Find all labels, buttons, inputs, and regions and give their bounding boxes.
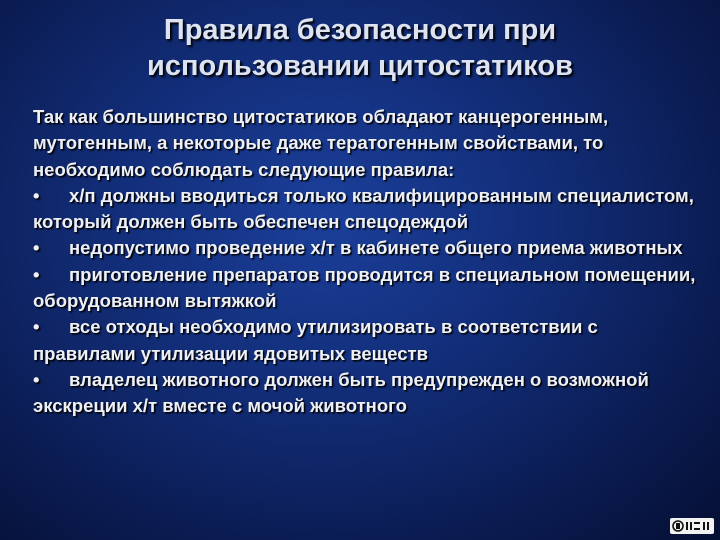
list-item	[33, 367, 703, 420]
presentation-logo-icon	[670, 518, 714, 534]
bullet-icon: •	[33, 263, 40, 285]
bullet-icon: •	[33, 237, 40, 259]
list-item	[33, 314, 703, 367]
bullet-icon: •	[33, 184, 40, 206]
bullet-icon: •	[33, 316, 40, 338]
logo-graphic	[672, 520, 712, 532]
list-item-text: владелец животного должен быть предупрежден о возможной экскреции х/т вместе с мочой животного	[33, 368, 649, 417]
slide-title	[0, 12, 720, 84]
list-item	[33, 235, 703, 261]
list-item-text: приготовление препаратов проводится в специальном помещении, оборудованном вытяжкой	[33, 263, 696, 312]
list-item	[33, 183, 703, 236]
slide-title-line-1: Правила безопасности при	[163, 14, 557, 46]
slide-body	[33, 104, 703, 420]
intro-paragraph: Так как большинство цитостатиков обладают канцерогенным, мутогенным, а некоторые даже тератогенным свойствами, то необходимо соблюдать следующие правила:	[33, 106, 609, 180]
list-item	[33, 262, 703, 315]
list-item-text: недопустимо проведение х/т в кабинете общего приема животных	[69, 237, 683, 259]
slide-title-line-2: использовании цитостатиков	[147, 50, 573, 82]
list-item-text: х/п должны вводиться только квалифицированным специалистом, который должен быть обеспечен спецодеждой	[33, 184, 694, 233]
list-item-text: все отходы необходимо утилизировать в соответствии с правилами утилизации ядовитых веществ	[33, 316, 598, 364]
bullet-icon: •	[33, 368, 40, 390]
